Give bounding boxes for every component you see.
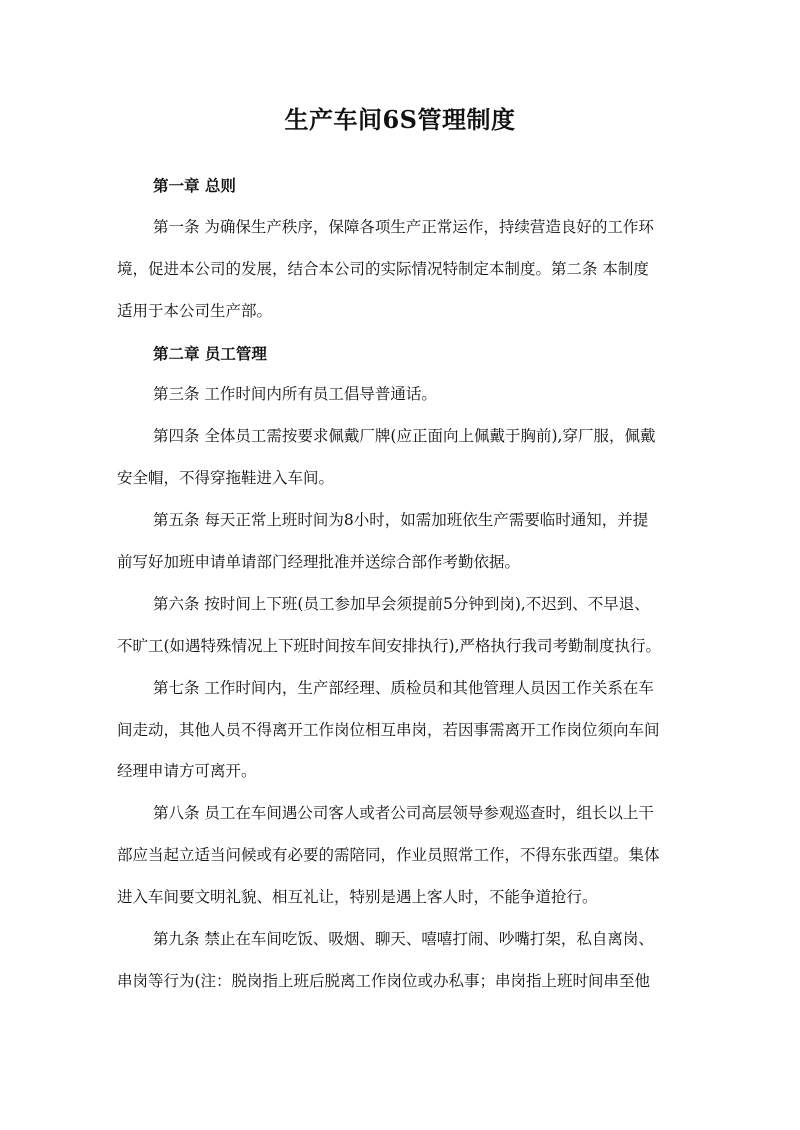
paragraph-line: 串岗等行为(注：脱岗指上班后脱离工作岗位或办私事；串岗指上班时间串至他	[117, 971, 651, 990]
paragraph-line: 第六条 按时间上下班(员工参加早会须提前5分钟到岗),不迟到、不早退、	[153, 594, 650, 613]
paragraph-line: 安全帽，不得穿拖鞋进入车间。	[117, 469, 335, 488]
paragraph-line: 部应当起立适当问候或有必要的需陪同，作业员照常工作，不得东张西望。集体	[117, 846, 660, 865]
paragraph-line: 前写好加班申请单请部门经理批准并送综合部作考勤依据。	[117, 553, 521, 572]
paragraph-line: 第七条 工作时间内，生产部经理、质检员和其他管理人员因工作关系在车	[153, 678, 654, 697]
paragraph-line: 第四条 全体员工需按要求佩戴厂牌(应正面向上佩戴于胸前),穿厂服，佩戴	[153, 427, 656, 446]
document-body	[117, 165, 689, 1003]
paragraph-line: 不旷工(如遇特殊情况上下班时间按车间安排执行),严格执行我司考勤制度执行。	[117, 636, 662, 655]
paragraph-line: 间走动，其他人员不得离开工作岗位相互串岗，若因事需离开工作岗位须向车间	[117, 720, 660, 739]
paragraph-line: 第八条 员工在车间遇公司客人或者公司高层领导参观巡查时，组长以上干	[153, 804, 654, 823]
paragraph-line: 第一条 为确保生产秩序，保障各项生产正常运作，持续营造良好的工作环	[153, 217, 654, 236]
document-title: 生产车间6S管理制度	[284, 105, 516, 134]
chapter-heading: 第一章 总则	[153, 176, 236, 195]
paragraph-line: 经理申请方可离开。	[117, 762, 257, 781]
paragraph-line: 第九条 禁止在车间吃饭、吸烟、聊天、嘻嘻打闹、吵嘴打架，私自离岗、	[153, 930, 654, 949]
paragraph-line: 境，促进本公司的发展，结合本公司的实际情况特制定本制度。第二条 本制度	[117, 259, 649, 278]
paragraph-line: 适用于本公司生产部。	[117, 301, 273, 320]
paragraph-line: 进入车间要文明礼貌、相互礼让，特别是遇上客人时，不能争道抢行。	[117, 888, 598, 907]
chapter-heading: 第二章 员工管理	[153, 343, 267, 363]
paragraph-line: 第五条 每天正常上班时间为8小时，如需加班依生产需要临时通知，并提	[153, 511, 649, 530]
paragraph-line: 第三条 工作时间内所有员工倡导普通话。	[153, 385, 437, 404]
